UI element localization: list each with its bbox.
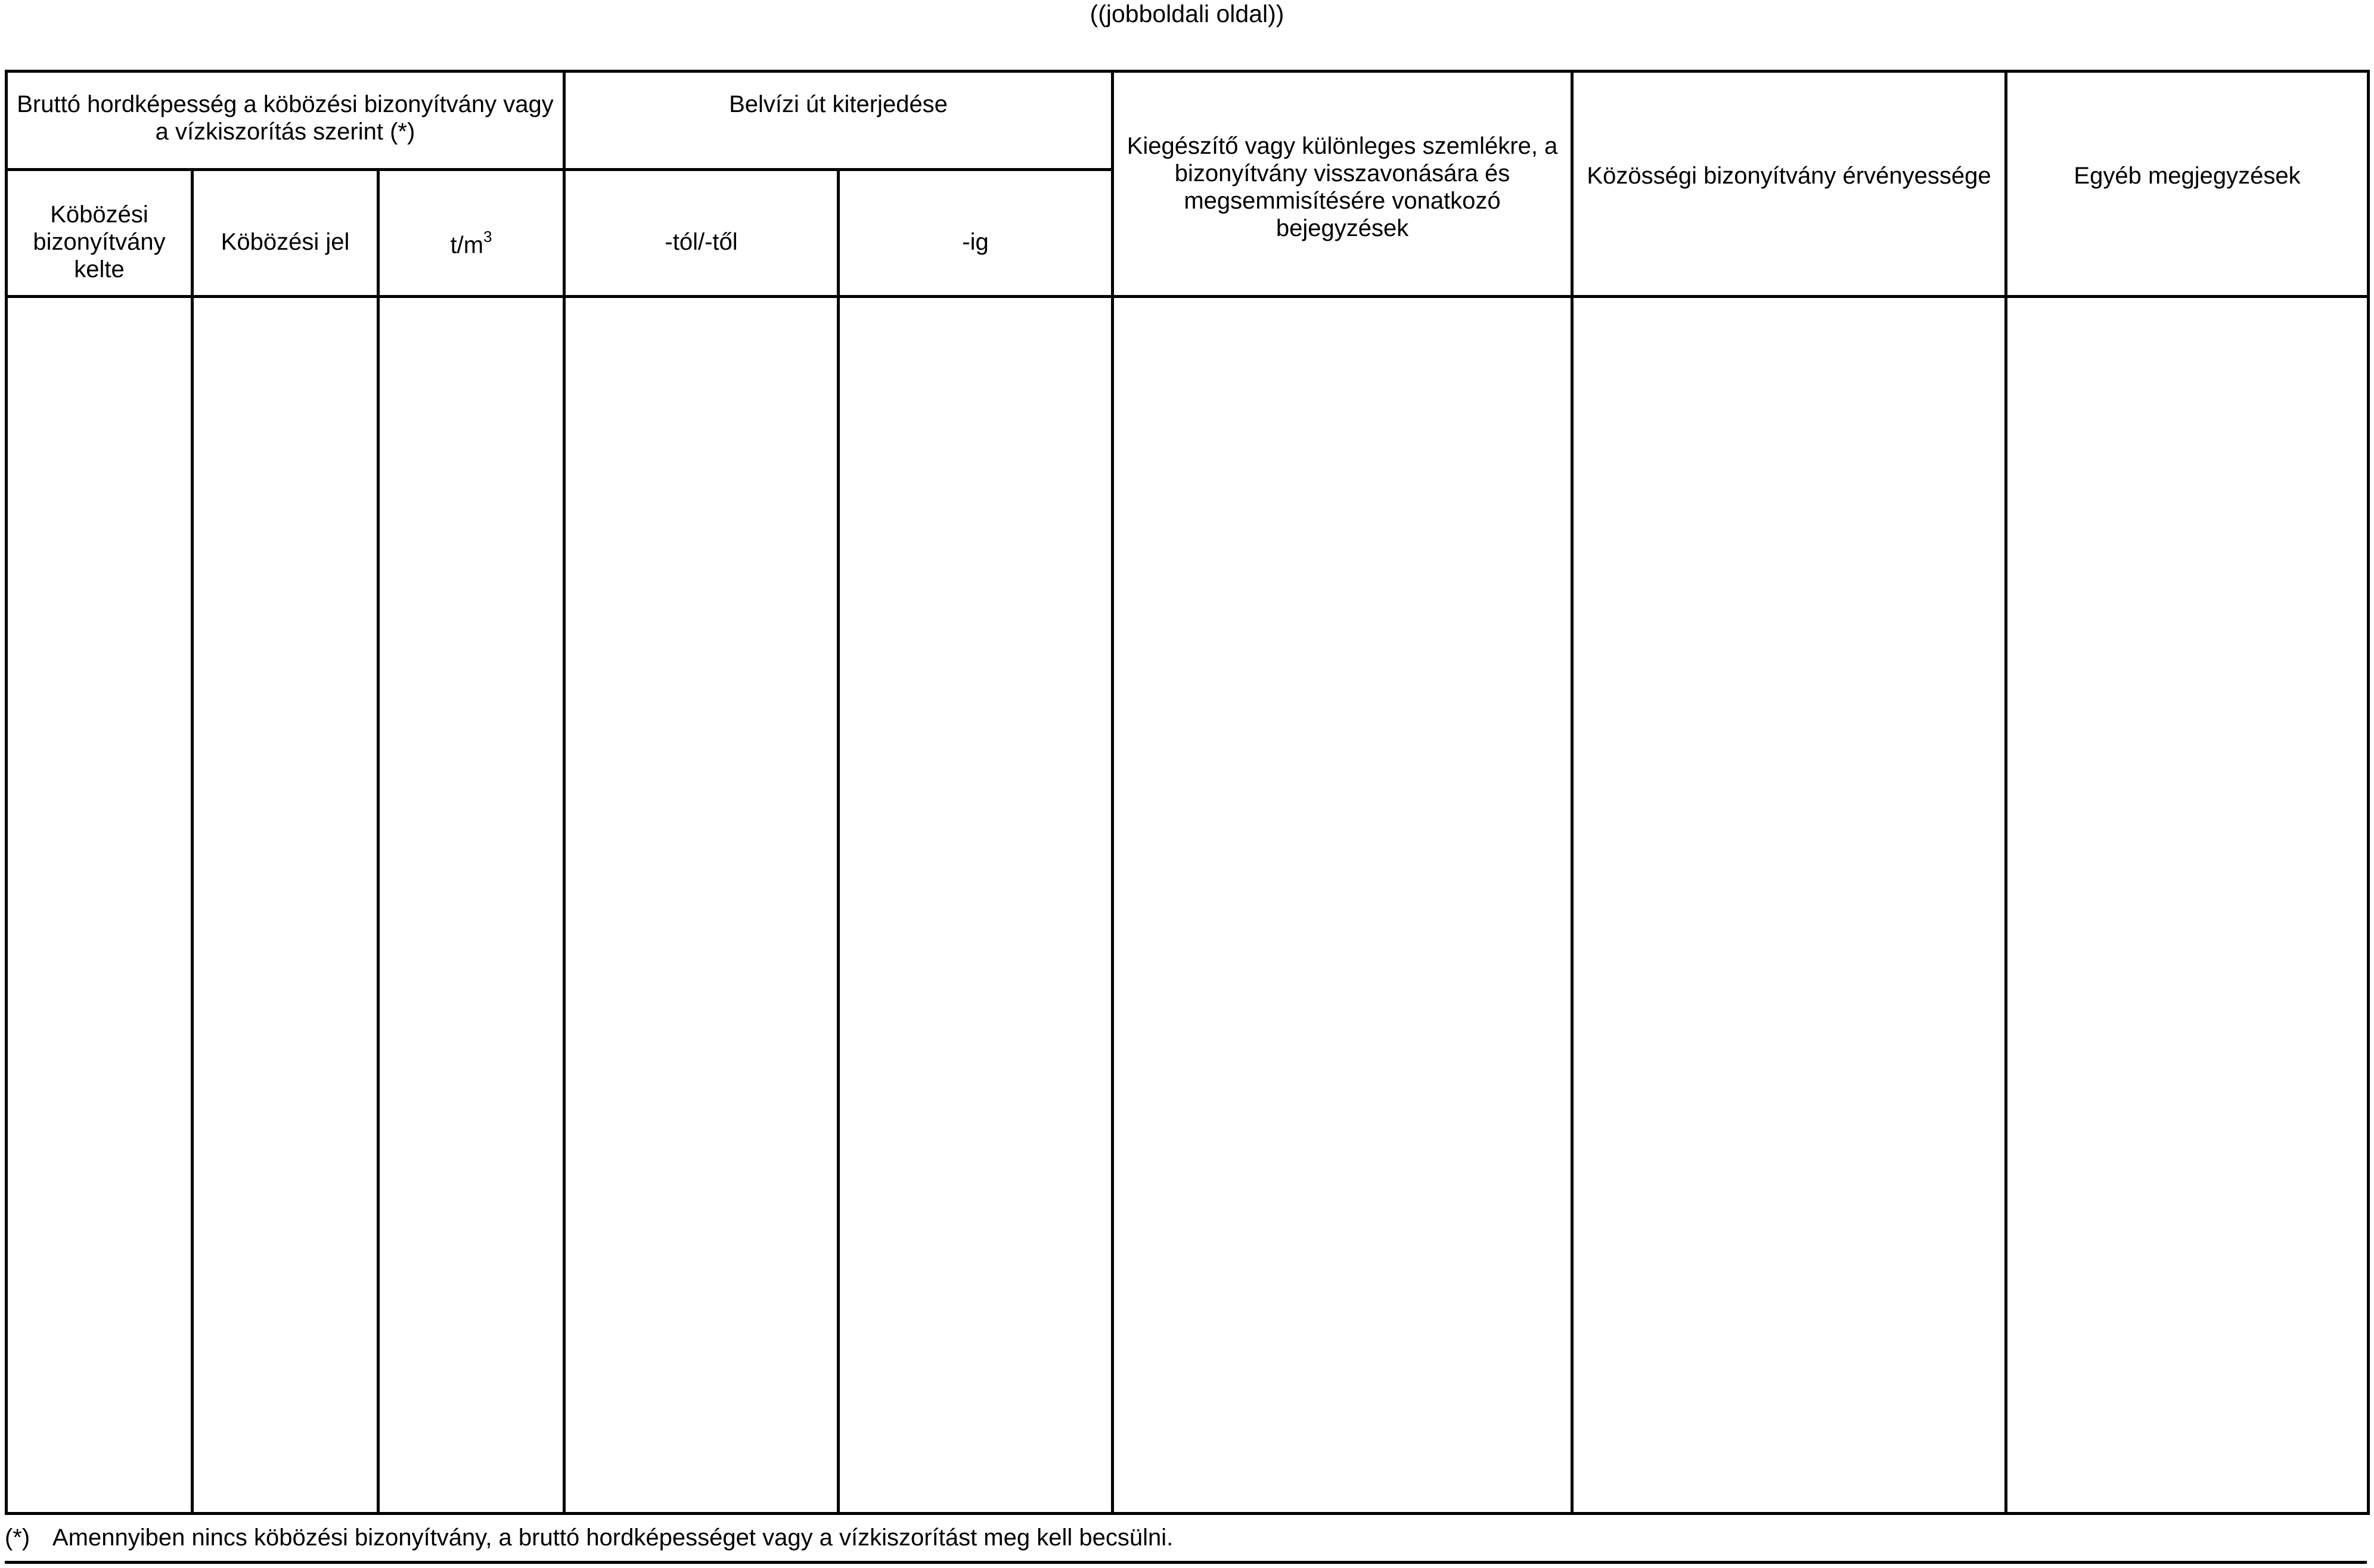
footnote-text: Amennyiben nincs köbözési bizonyítvány, a bruttó hordképességet vagy a vízkiszorítást meg kell becsülni. bbox=[52, 1524, 1174, 1551]
header-measurement-mark: Köbözési jel bbox=[193, 170, 378, 297]
cell-other-remarks bbox=[2006, 297, 2369, 1514]
cell-route-from bbox=[564, 297, 839, 1514]
unit-exponent: 3 bbox=[483, 227, 492, 246]
header-gross-capacity: Bruttó hordképesség a köbözési bizonyítvány vagy a vízkiszorítás szerint (*) bbox=[7, 72, 564, 170]
table-row bbox=[7, 297, 2369, 1514]
footnote-marker: (*) bbox=[5, 1524, 30, 1551]
cell-measurement-date bbox=[7, 297, 193, 1514]
footnote bbox=[5, 1524, 2367, 1564]
header-unit-tm3 bbox=[378, 170, 564, 297]
cell-special-inspections bbox=[1113, 297, 1572, 1514]
header-measurement-date: Köbözési bizonyítvány kelte bbox=[7, 170, 193, 297]
header-inland-route: Belvízi út kiterjedése bbox=[564, 72, 1113, 170]
header-route-from: -tól/-től bbox=[564, 170, 839, 297]
cell-certificate-validity bbox=[1572, 297, 2006, 1514]
header-certificate-validity: Közösségi bizonyítvány érvényessége bbox=[1572, 72, 2006, 297]
header-special-inspections: Kiegészítő vagy különleges szemlékre, a bizonyítvány visszavonására és megsemmisítésére vonatkozó bejegyzések bbox=[1113, 72, 1572, 297]
cell-measurement-mark bbox=[193, 297, 378, 1514]
header-other-remarks: Egyéb megjegyzések bbox=[2006, 72, 2369, 297]
cell-unit-tm3 bbox=[378, 297, 564, 1514]
header-route-to: -ig bbox=[839, 170, 1113, 297]
cell-route-to bbox=[839, 297, 1113, 1514]
unit-base: t/m bbox=[450, 232, 484, 259]
certificate-form-table bbox=[5, 70, 2370, 1515]
page-side-label: ((jobboldali oldal)) bbox=[1090, 0, 1284, 27]
